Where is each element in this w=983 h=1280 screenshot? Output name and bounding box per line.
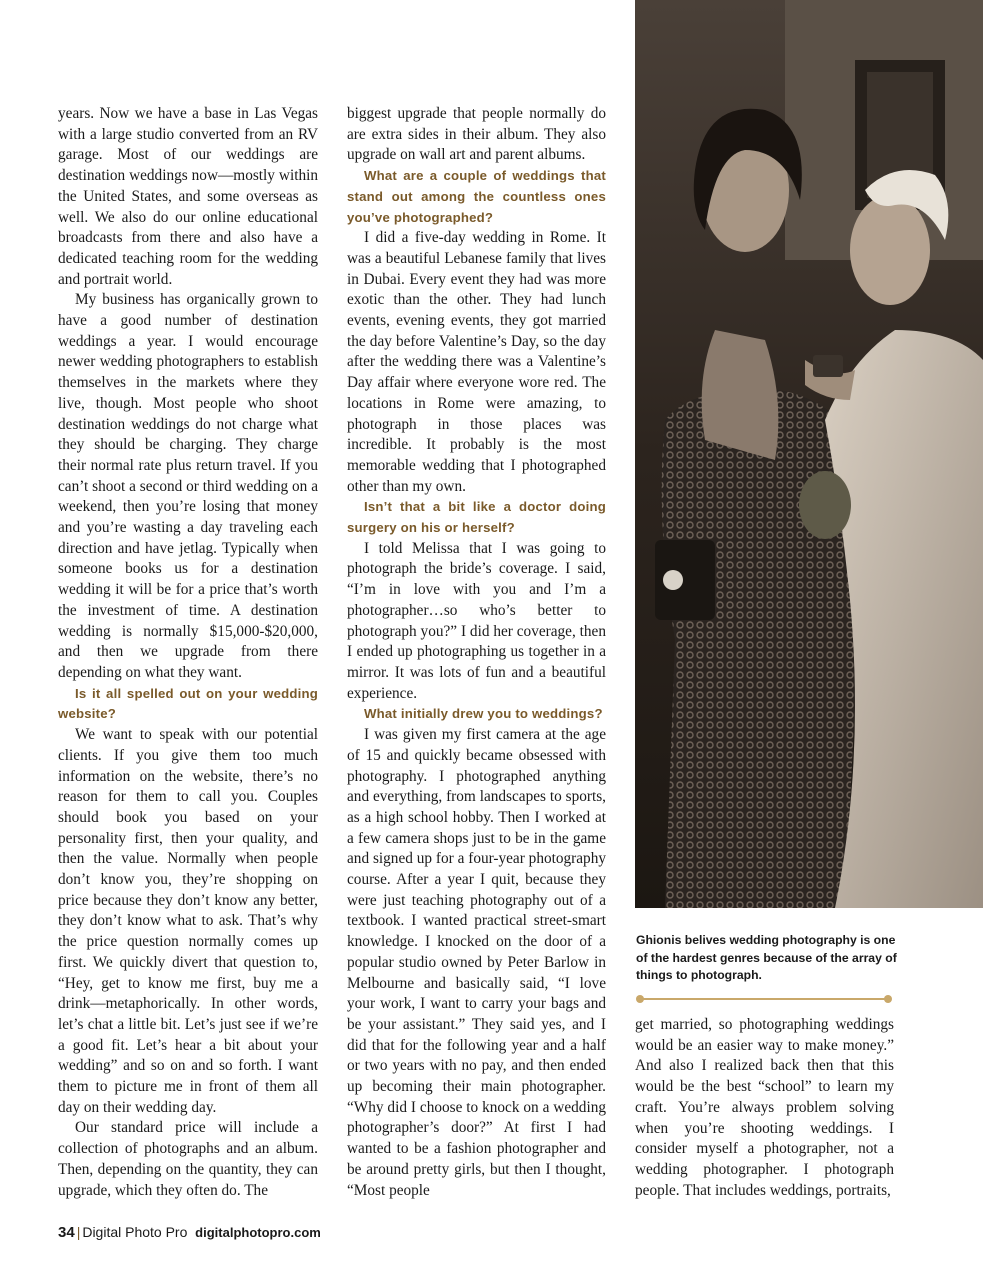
page-number: 34	[58, 1224, 75, 1241]
body-paragraph: We want to speak with our potential clients. If you give them too much information on the website, there’s no reason for them to call you. Couples should book you based on your personality first, then your quality, and then the value. Normally when people don’t know you, they’re shopping on price because they don’t know any better, they don’t know what to ask. That’s why the price question normally comes up first. We quickly divert that question to, “Hey, get to know me first, buy me a drink—metaphorically. In other words, let’s chat a little bit. Let’s just see if we’re a good fit. Let’s hear a bit about your wedding” and so on and so forth. I want them to picture me in front of them all day on their wedding day.	[58, 726, 318, 1116]
article-column-3	[635, 1015, 894, 1201]
wedding-photo-illustration	[635, 0, 983, 908]
body-paragraph: I was given my first camera at the age of 15 and quickly became obsessed with photography. I photographed anything and everything, from landscapes to sports, as a high school hobby. Then I worked at a few camera shops just to be in the game and signed up for a four-year photography course. After a year I quit, because they were just teaching photography out of a textbook. I wanted practical street-smart knowledge. I knocked on the door of a popular studio owned by Peter Barlow in Melbourne and basically said, “I love your work, I want to carry your bags and be your assistant.” They said yes, and I did that for the following year and a half or two years with no pay, and then ended up becoming their main photographer. “Why did I choose to knock on a wedding photographer’s door?” At first I had wanted to be a fashion photographer and be around pretty girls, but then I thought, “Most people	[347, 726, 606, 1199]
wedding-photo	[635, 0, 983, 908]
body-paragraph: get married, so photographing weddings would be an easier way to make money.” And also I realized back then that this would be the best “school” to learn my craft. You’re always problem solving when you’re shooting weddings. I consider myself a photographer, not a wedding photographer. I photograph people. That includes weddings, portraits,	[635, 1016, 894, 1199]
body-paragraph: I did a five-day wedding in Rome. It was a beautiful Lebanese family that lives in Dubai. Every event they had was more exotic than the other. They had lunch events, evening events, they got married the day before Valentine’s Day, so the day after the wedding there was a Valentine’s Day affair where everyone wore red. The locations in Rome were amazing, to photograph in those places was incredible. It probably is the most memorable wedding that I photographed other than my own.	[347, 229, 606, 495]
caption-divider	[635, 994, 893, 1004]
photo-caption: Ghionis belives wedding photography is one of the hardest genres because of the array of things to photograph.	[636, 933, 897, 982]
footer-separator: |	[76, 1224, 81, 1240]
article-column-2	[347, 104, 606, 1201]
interview-question: What initially drew you to weddings?	[364, 706, 603, 722]
divider-dot-right	[884, 995, 892, 1003]
page-footer	[58, 1224, 321, 1241]
body-paragraph: years. Now we have a base in Las Vegas with a large studio converted from an RV garage. Most of our weddings are destination weddings now—mostly within the United States, and some overseas as well. We also do our online educational broadcasts from there and also have a dedicated teaching room for the wedding and portrait world.	[58, 105, 318, 288]
article-column-1	[58, 104, 318, 1201]
magazine-url: digitalphotopro.com	[195, 1225, 321, 1240]
body-paragraph: Our standard price will include a collection of photographs and an album. Then, depending on the quantity, they can upgrade, which they often do. The	[58, 1119, 318, 1199]
magazine-name: Digital Photo Pro	[82, 1224, 188, 1240]
interview-question: Is it all spelled out on your wedding website?	[58, 685, 318, 722]
body-paragraph: My business has organically grown to have a good number of destination weddings a year. I would encourage newer wedding photographers to establish themselves in the markets where they live, though. Most people who shoot destination weddings do not charge what they should be charging. They charge their normal rate plus return travel. If you can’t shoot a second or third wedding on a weekend, then you’re losing that money and you’re wasting a day traveling each direction and have jetlag. Typically when someone books us for a destination wedding it will be for a price that’s worth the investment of time. A destination wedding is normally $15,000-$20,000, and then we upgrade from there depending on what they want.	[58, 291, 318, 681]
divider-dot-left	[636, 995, 644, 1003]
interview-question: What are a couple of weddings that stand out among the countless ones you’ve photographed?	[347, 168, 606, 225]
interview-question: Isn’t that a bit like a doctor doing surgery on his or herself?	[347, 499, 606, 536]
body-paragraph: biggest upgrade that people normally do are extra sides in their album. They also upgrade on wall art and parent albums.	[347, 105, 606, 164]
body-paragraph: I told Melissa that I was going to photograph the bride’s coverage. I said, “I’m in love with you and I’m a photographer…so who’s better to photograph you?” I did her coverage, then I ended up photographing us together in a mirror. It was lots of fun and a beautiful experience.	[347, 539, 606, 702]
